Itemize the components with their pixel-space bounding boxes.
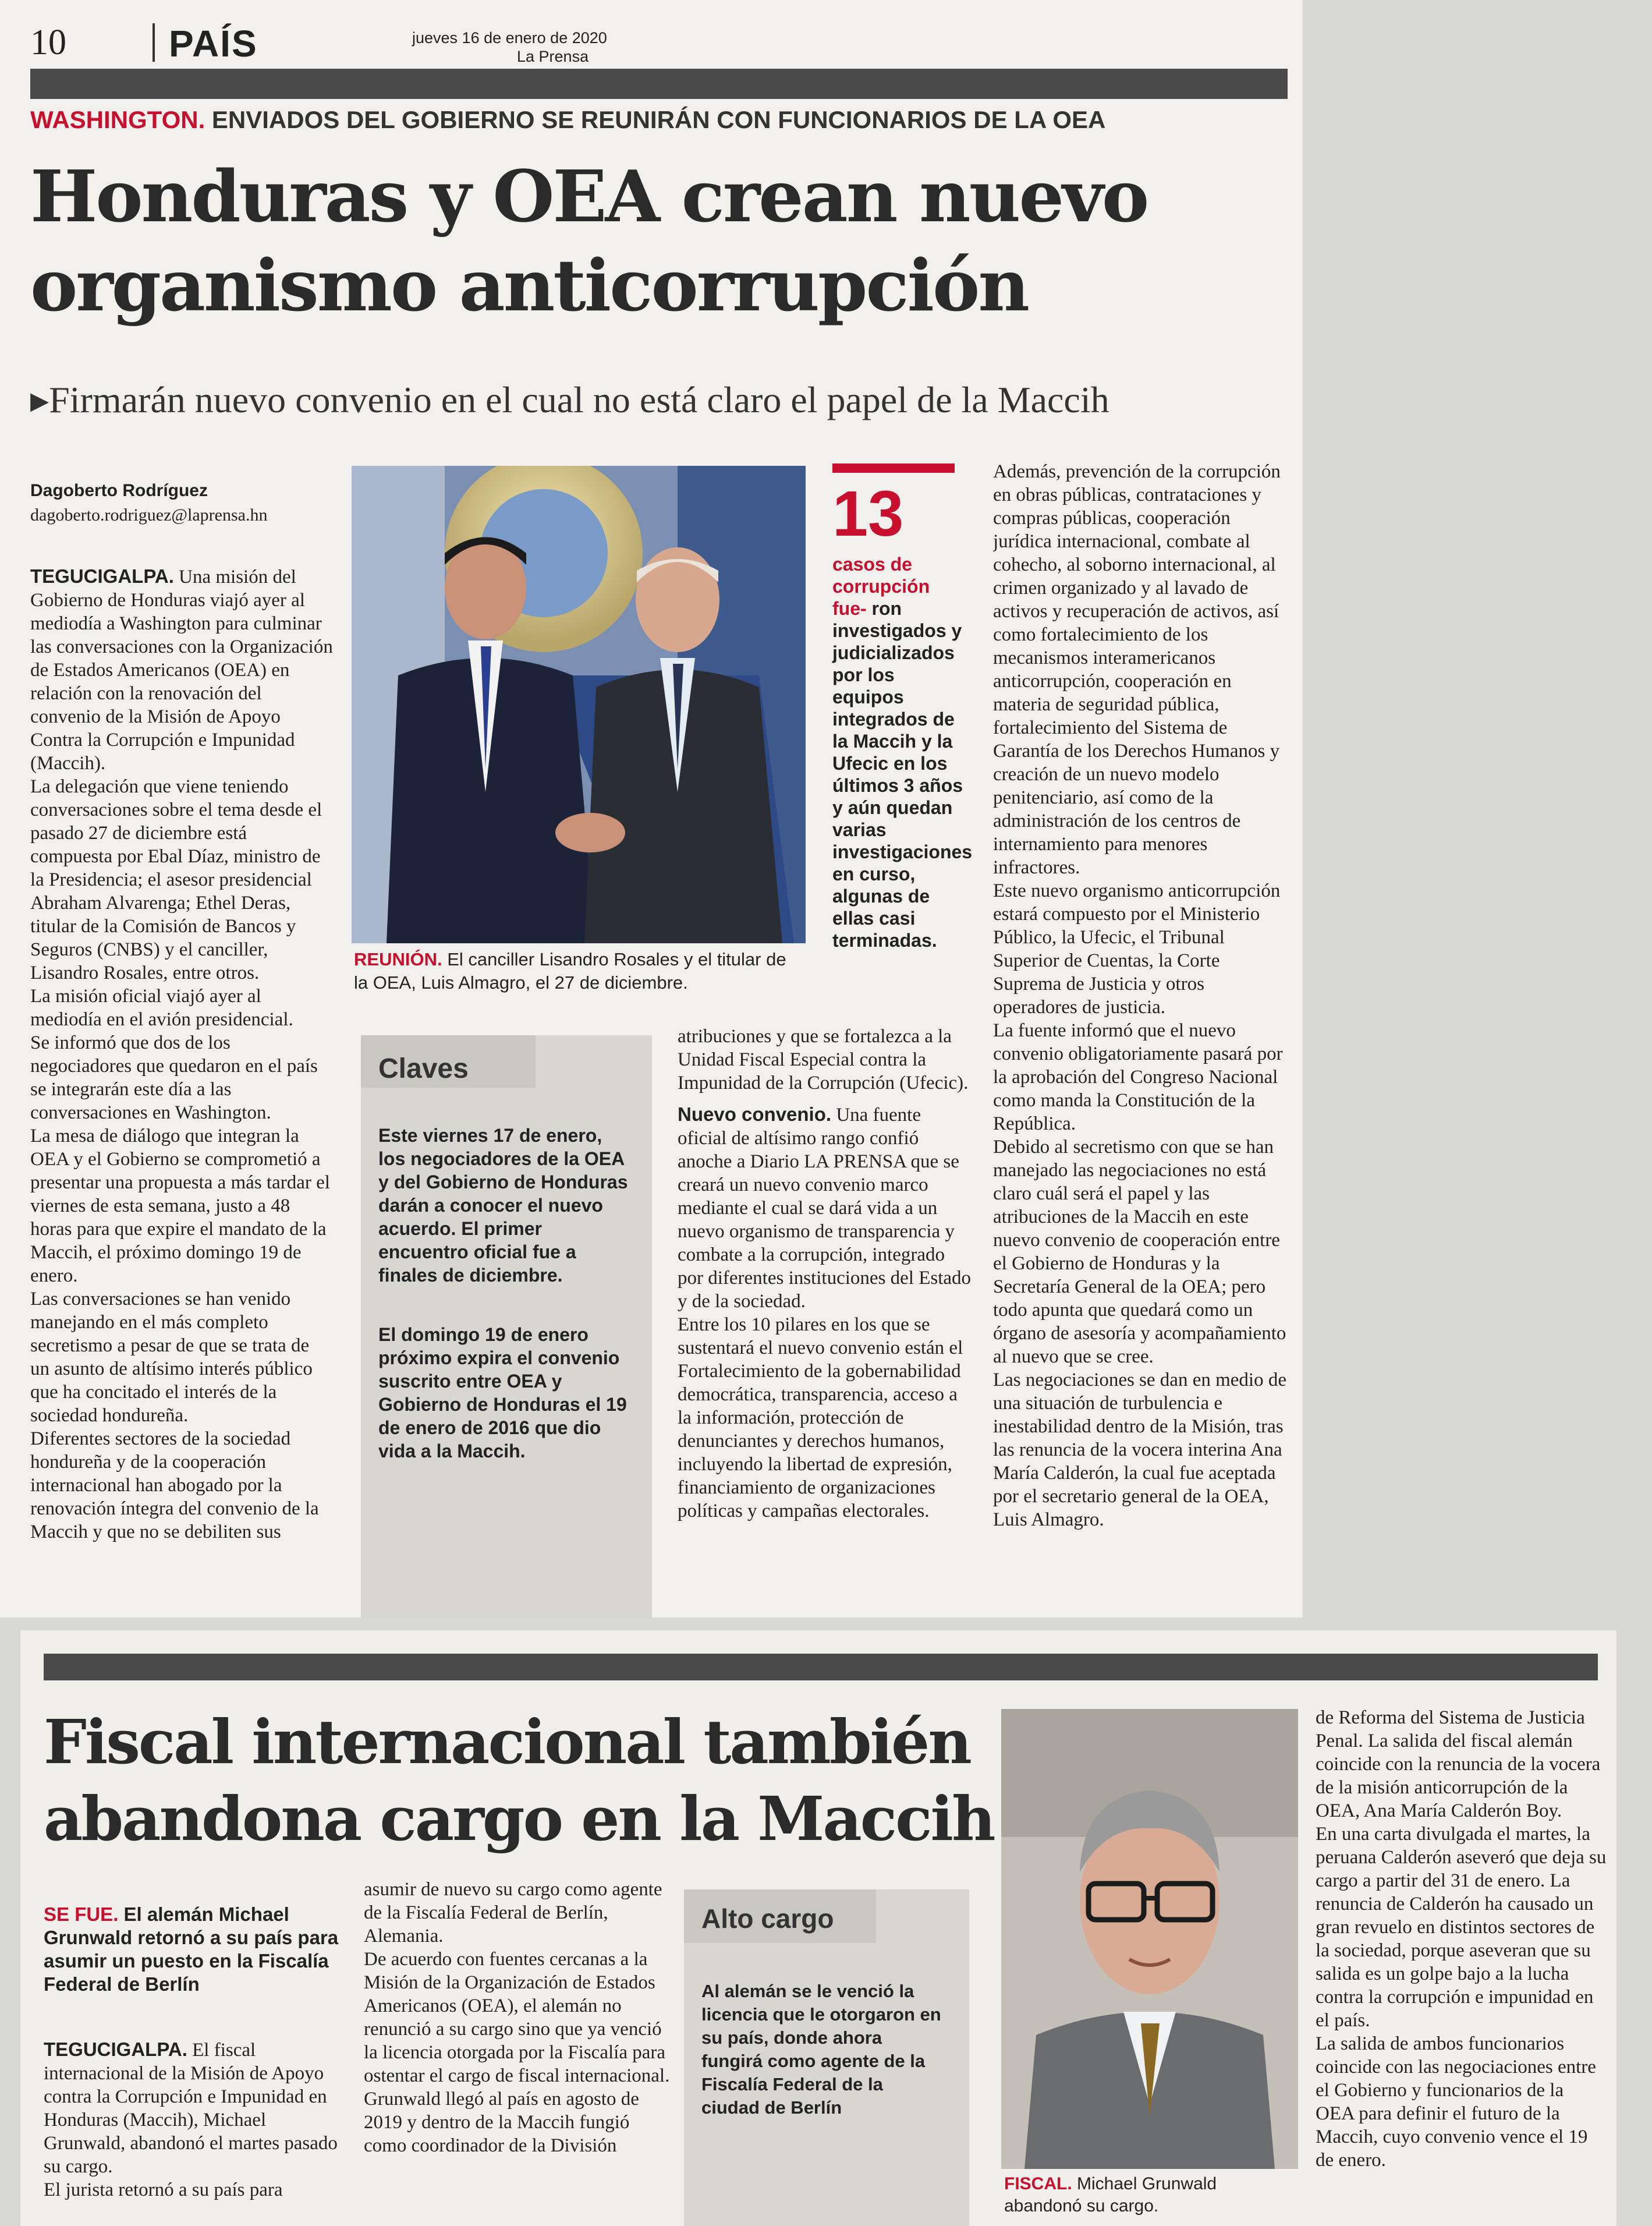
paragraph: La fuente informó que el nuevo convenio obligatoriamente pasará por la aprobación del Congreso Nacional como manda la Constitución de la República. [993,1020,1283,1134]
photo2-caption [1004,2173,1295,2217]
paragraph: Entre los 10 pilares en los que se sustentará el nuevo convenio están el Fortalecimiento de la gobernabilidad democrática, transparencia, acceso a la información, protección de denunciantes y derechos humanos, incluyendo la libertad de expresión, financiamiento de organizaciones políticas y campañas electorales. [678,1314,963,1521]
kicker2-label: SE FUE. [44,1903,119,1925]
paragraph: Debido al secretismo con que se han manejado las negociaciones no está claro cuál será el papel y las atribuciones de la Maccih en este nuevo convenio de cooperación entre el Gobierno de Honduras y la Secretaría General de la OEA; pero todo apunta que quedará como un órgano de asesoría y acompañamiento al nuevo que se cree. [993,1137,1286,1367]
caption-label: REUNIÓN. [354,949,442,969]
headline-line-2: organismo anticorrupción [30,243,1029,327]
kicker-place: WASHINGTON. [30,106,205,133]
header-divider [153,23,155,62]
paragraph: La salida de ambos funcionarios coincide con las negociaciones entre el Gobierno y funcionarios de la OEA para definir el futuro de la Maccih, cuyo convenio vence el 19 de enero. [1316,2033,1596,2171]
dateline-2: TEGUCIGALPA. [44,2039,187,2060]
stat-accent-bar [832,463,955,473]
photo-caption [354,948,802,995]
paragraph: asumir de nuevo su cargo como agente de la Fiscalía Federal de Berlín, Alemania. [364,1879,662,1947]
section-bar [30,69,1288,99]
kicker-text: ENVIADOS DEL GOBIERNO SE REUNIRÁN CON FUNCIONARIOS DE LA OEA [211,106,1106,133]
subheadline-arrow-icon: ▸ [30,379,49,420]
issue-date: jueves 16 de enero de 2020 [412,29,607,47]
byline-name: Dagoberto Rodríguez [30,481,208,500]
article-column-3 [678,1025,974,1613]
fiscal-photo [1001,1709,1298,2169]
stat-text [832,553,973,951]
caption2-text: Michael Grunwald abandonó su cargo. [1004,2174,1217,2216]
subheadline [30,378,1109,422]
paragraph: atribuciones y que se fortalezca a la Unidad Fiscal Especial contra la Impunidad de la Corrupción (Ufecic). [678,1026,969,1093]
subheadline-text: Firmarán nuevo convenio en el cual no está claro el papel de la Maccih [49,379,1109,420]
claves-item-1: Este viernes 17 de enero, los negociadores de la OEA y del Gobierno de Honduras darán a conocer el nuevo acuerdo. El primer encuentro oficial fue a finales de diciembre. [378,1125,628,1286]
paragraph: Grunwald llegó al país en agosto de 2019 y dentro de la Maccih fungió como coordinador de la División [364,2089,639,2156]
paragraph: Este nuevo organismo anticorrupción estará compuesto por el Ministerio Público, la Ufecic, el Tribunal Superior de Cuentas, la Corte Suprema de Justicia y otros operadores de justicia. [993,880,1281,1018]
headline-line-1: Honduras y OEA crean nuevo [30,154,1148,238]
claves-title: Claves [378,1053,469,1084]
portrait-illustration [1001,1709,1298,2169]
paragraph: Una fuente oficial de altísimo rango confió anoche a Diario LA PRENSA que se creará un nuevo convenio marco mediante el cual se dará vida a un nuevo organismo de transparencia y combate a la corrupción, integrado por diferentes instituciones del Estado y de la sociedad. [678,1105,972,1312]
article2-column-2 [364,1878,672,2226]
alto-cargo-title: Alto cargo [701,1903,834,1934]
page-number: 10 [30,23,66,62]
kicker2 [44,1903,346,1996]
alto-cargo-text: Al alemán se le venció la licencia que le otorgaron en su país, donde ahora fungirá como agente de la Fiscalía Federal de la ciudad de Berlín [701,1981,941,2118]
byline-email: dagoberto.rodriguez@laprensa.hn [30,505,268,525]
publication-name: La Prensa [517,48,589,65]
article2-column-4 [1316,1706,1607,2226]
stat-body-text: ron investigados y judicializados por los equipos integrados de la Maccih y la Ufecic en los últimos 3 años y aún quedan varias investigaciones en curso, algunas de ellas casi terminadas. [832,598,973,951]
caption2-label: FISCAL. [1004,2174,1072,2193]
paragraph: La misión oficial viajó ayer al mediodía en el avión presidencial. [30,986,293,1030]
paragraph: El fiscal internacional de la Misión de Apoyo contra la Corrupción e Impunidad en Honduras (Maccih), Michael Grunwald, abandonó el martes pasado su cargo. [44,2040,338,2177]
paragraph: De acuerdo con fuentes cercanas a la Misión de la Organización de Estados Americanos (OEA), el alemán no renunció a su cargo sino que ya venció la licencia otorgada por la Fiscalía para ostentar el cargo de fiscal internacional. [364,1949,670,2086]
headline2-line-2: abandona cargo en la Maccih [44,1783,994,1855]
stat-number: 13 [832,478,904,550]
paragraph: Una misión del Gobierno de Honduras viajó ayer al mediodía a Washington para culminar las conversaciones con la Organización de Estados Americanos (OEA) en relación con la renovación del convenio de la Misión de Apoyo Contra la Corrupción e Impunidad (Maccih). [30,567,333,774]
paragraph: de Reforma del Sistema de Justicia Penal. La salida del fiscal alemán coincide con la renuncia de la vocera de la misión anticorrupción de la OEA, Ana María Calderón Boy. [1316,1707,1601,1821]
claves-item-2: El domingo 19 de enero próximo expira el convenio suscrito entre OEA y Gobierno de Honduras el 19 de enero de 2016 que dio vida a la Maccih. [378,1324,627,1461]
paragraph: La delegación que viene teniendo conversaciones sobre el tema desde el pasado 27 de diciembre está compuesta por Ebal Díaz, ministro de la Presidencia; el asesor presidencial Abraham Alvarenga; Ethel Deras, titular de la Comisión de Bancos y Seguros (CNBS) y el canciller, Lisandro Rosales, entre otros. [30,776,322,983]
caption-text: El canciller Lisandro Rosales y el titular de la OEA, Luis Almagro, el 27 de diciembre. [354,949,786,993]
paragraph: Además, prevención de la corrupción en obras públicas, contrataciones y compras públicas, cooperación jurídica internacional, combate al cohecho, al soborno internacional, al crimen organizado y al lavado de activos y recuperación de activos, así como fortalecimiento de los mecanismos interamericanos anticorrupción, cooperación en materia de seguridad pública, fortalecimiento del Sistema de Garantía de los Derechos Humanos y creación de un nuevo modelo penitenciario, así como de la administración de los centros de internamiento para menores infractores. [993,461,1281,878]
article2-column-1 [44,2038,352,2226]
section-bar-2 [44,1654,1598,1680]
paragraph: Diferentes sectores de la sociedad hondureña y de la cooperación internacional han abogado por la renovación íntegra del convenio de la Maccih y que no se debiliten sus [30,1428,319,1542]
meeting-photo [352,466,806,943]
kicker [30,106,1105,134]
paragraph: Las conversaciones se han venido manejando en el más completo secretismo a pesar de que se trata de un asunto de altísimo interés público que ha concitado el interés de la sociedad hondureña. [30,1289,313,1426]
paragraph: Las negociaciones se dan en medio de una situación de turbulencia e inestabilidad dentro de la Misión, tras las renuncia de la vocera interina Ana María Calderón, la cual fue aceptada por el secretario general de la OEA, Luis Almagro. [993,1369,1286,1530]
kicker2-text: El alemán Michael Grunwald retornó a su país para asumir un puesto en la Fiscalía Federal de Berlín [44,1903,339,1995]
section-label: PAÍS [169,23,258,65]
stat-red-text: casos de corrupción fue- [832,554,930,619]
paragraph: El jurista retornó a su país para [44,2179,283,2200]
paragraph: Se informó que dos de los negociadores que quedaron en el país se integrarán este día a las conversaciones en Washington. [30,1032,318,1123]
paragraph: La mesa de diálogo que integran la OEA y el Gobierno se comprometió a presentar una propuesta a más tardar el viernes de esta semana, justo a 48 horas para que expire el mandato de la Maccih, el próximo domingo 19 de enero. [30,1126,330,1286]
handshake-photo-illustration [352,466,806,943]
subhead-lead: Nuevo convenio. [678,1103,832,1125]
article-column-1 [30,565,333,1618]
article-clipping-secondary [20,1630,1616,2226]
dateline: TEGUCIGALPA. [30,565,174,587]
paragraph: En una carta divulgada el martes, la peruana Calderón aseveró que deja su cargo a partir del 31 de enero. La renuncia de Calderón ha causado un gran revuelo en distintos sectores de la sociedad, porque aseveran que su salida es un golpe bajo a la lucha contra la corrupción e impunidad en el país. [1316,1824,1607,2031]
article-column-4 [993,460,1290,1613]
headline2-line-1: Fiscal internacional también [44,1706,970,1778]
